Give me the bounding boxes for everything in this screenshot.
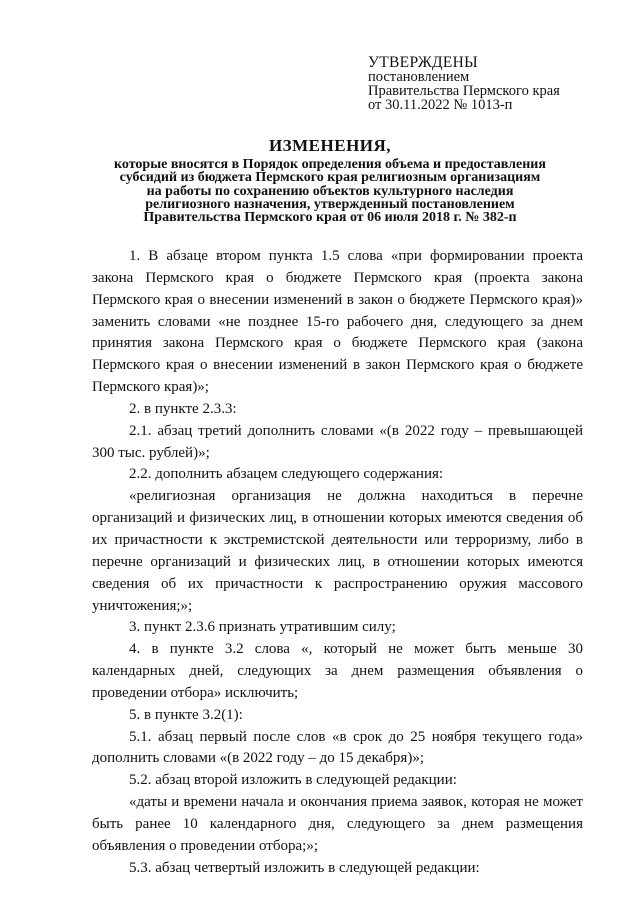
approval-line-3: от 30.11.2022 № 1013-п bbox=[368, 97, 513, 113]
subtitle-line: религиозного назначения, утвержденный постановлением bbox=[145, 196, 515, 212]
paragraph-2-1: 2.1. абзац третий дополнить словами «(в 2022 году – превышающей 300 тыс. рублей)»; bbox=[92, 422, 583, 461]
paragraph-5-1: 5.1. абзац первый после слов «в срок до 25 ноября текущего года» дополнить словами «(в 2022 году – до 15 декабря)»; bbox=[92, 728, 583, 767]
document-subtitle bbox=[80, 158, 580, 224]
paragraph-5-2: 5.2. абзац второй изложить в следующей редакции: bbox=[129, 772, 457, 789]
approval-line-2: Правительства Пермского края bbox=[368, 83, 560, 99]
paragraph-quote-2: «даты и времени начала и окончания приема заявок, которая не может быть ранее 10 календарного дня, следующего за днем размещения объявления о проведении отбора;»; bbox=[92, 794, 583, 854]
paragraph-1: 1. В абзаце втором пункта 1.5 слова «при формировании проекта закона Пермского края о бюджете Пермского края (проекта закона Пермского края о внесении изменений в закон о бюджете Пермского края)» заменить словами «не позднее 15-го рабочего дня, следующего за днем принятия закона Пермского края о бюджете Пермского края (закона Пермского края о внесении изменений в закон Пермского края о бюджете Пермского края)»; bbox=[92, 248, 583, 396]
subtitle-line: Правительства Пермского края от 06 июля 2018 г. № 382-п bbox=[143, 210, 517, 226]
paragraph-5: 5. в пункте 3.2(1): bbox=[129, 706, 243, 723]
approval-stamp bbox=[368, 56, 618, 112]
subtitle-line: субсидий из бюджета Пермского края религиозным организациям bbox=[119, 170, 541, 186]
approval-line-1: постановлением bbox=[368, 69, 470, 85]
paragraph-2: 2. в пункте 2.3.3: bbox=[129, 400, 237, 417]
document-title: ИЗМЕНЕНИЯ, bbox=[268, 136, 392, 155]
paragraph-4: 4. в пункте 3.2 слова «, который не может быть меньше 30 календарных дней, следующих за днем размещения объявления о проведении отбора» исключить; bbox=[92, 641, 583, 701]
approval-title: УТВЕРЖДЕНЫ bbox=[368, 54, 478, 71]
subtitle-line: на работы по сохранению объектов культурного наследия bbox=[146, 183, 514, 199]
paragraph-5-3: 5.3. абзац четвертый изложить в следующей редакции: bbox=[129, 859, 480, 876]
paragraph-2-2: 2.2. дополнить абзацем следующего содержания: bbox=[129, 466, 444, 483]
paragraph-3: 3. пункт 2.3.6 признать утратившим силу; bbox=[129, 619, 396, 636]
document-body bbox=[92, 246, 583, 879]
paragraph-quote-1: «религиозная организация не должна находиться в перечне организаций и физических лиц, в отношении которых имеются сведения об их причастности к экстремистской деятельности или терроризму, либо в перечне организаций и физических лиц, в отношении которых имеются сведения об их причастности к распространению оружия массового уничтожения;»; bbox=[92, 488, 583, 614]
subtitle-line: которые вносятся в Порядок определения объема и предоставления bbox=[114, 157, 546, 172]
